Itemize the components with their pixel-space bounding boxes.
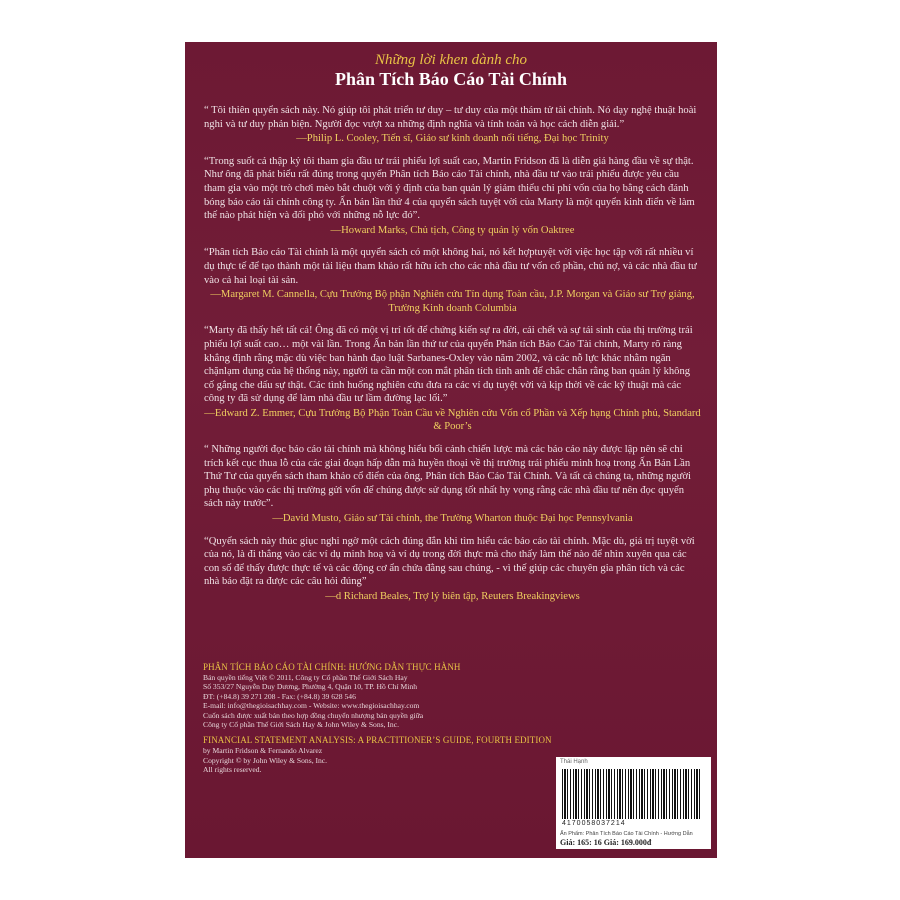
quote-block (204, 155, 701, 238)
sticker-label: Thái Hạnh (560, 759, 588, 765)
quote-attribution: —Howard Marks, Chủ tịch, Công ty quản lý vốn Oaktree (330, 224, 575, 236)
imprint-en-title: FINANCIAL STATEMENT ANALYSIS: A PRACTITIONER’S GUIDE, FOURTH EDITION (203, 735, 552, 746)
quote-text: “ Những người đọc báo cáo tài chính mà không hiểu bối cảnh chiến lược mà các báo cáo này được lập nên sẽ chỉ trích kết cục thua lỗ của các giai đoạn hấp dẫn mà huyền thoại về thị trường trái phiếu minh hoạ trong Ấn Bản Lần Thứ Tư của quyển sách tham khảo cổ điển của ông, Phân tích Báo Cáo Tài Chính. Và tất cả chúng ta, những người phụ thuộc vào các thị trường gửi vốn để chúng được sử dụng tốt nhất hy vọng rằng các nhà đầu tư nên đọc quyển sách này trước”. (204, 444, 691, 510)
praise-subtitle: Những lời khen dành cho (375, 52, 527, 68)
price-barcode-sticker (556, 757, 711, 849)
imprint-vn-title: PHÂN TÍCH BÁO CÁO TÀI CHÍNH: HƯỚNG DẪN THỰC HÀNH (203, 662, 461, 672)
imprint-line: E-mail: info@thegioisachhay.com - Website: www.thegioisachhay.com (203, 701, 420, 711)
quote-block (204, 535, 701, 604)
quote-text: “Quyển sách này thúc giục nghi ngờ một cách đúng đắn khi tìm hiểu các báo cáo tài chính. Mặc dù, giá trị tuyệt vời của nó, là đi thẳng vào các ví dụ minh hoạ và ví dụ trong đời thực mà cho thấy làm thế nào để nhìn xuyên qua các con số để thấy được thực tế và các động cơ ẩn chứa đằng sau chúng, - vì thế giúp các chuyên gia phân tích và các nhà báo đặt ra được các câu hỏi đúng” (204, 535, 695, 588)
quote-text: “Marty đã thấy hết tất cả! Ông đã có một vị trí tốt để chứng kiến sự ra đời, cái chết và sự tái sinh của thị trường trái phiếu lợi suất cao… một vài lần. Trong Ấn bản lần thứ tư của quyển Phân tích Báo Cáo Tài chính, Marty rõ ràng khẳng định rằng mặc dù việc ban hành đạo luật Sarbanes-Oxley vào năm 2002, và các nỗ lực khác nhằm ngăn chặnlạm dụng của hệ thống này, người ta cần một con mắt phân tích tinh anh để chắc chắn rằng ban quản lý không cố gắng che dấu sự thật. Các tình huống nghiên cứu đưa ra các ví dụ tuyệt vời và kịp thời về các kỹ thuật mà các công ty đã sử dụng để làm nhà đầu tư lầm đường lạc lối.” (204, 325, 693, 405)
praise-quotes (204, 104, 701, 613)
imprint-line: ĐT: (+84.8) 39 271 208 - Fax: (+84.8) 39 628 546 (203, 691, 356, 701)
imprint-line: Copyright © by John Wiley & Sons, Inc. (203, 755, 328, 765)
imprint-line: by Martin Fridson & Fernando Alvarez (203, 746, 323, 756)
imprint-line: Cuốn sách được xuất bản theo hợp đồng chuyển nhượng bản quyền giữa (203, 710, 424, 720)
quote-text: “Trong suốt cả thập kỷ tôi tham gia đầu tư trái phiếu lợi suất cao, Martin Fridson đã là diễn giả hàng đầu về sự thật. Như ông đã phát biểu rất đúng trong quyển Phân tích Báo cáo Tài chính, nhà đầu tư vào trái phiếu được yêu cầu tham gia vào một trò chơi mèo bắt chuột với ý định của ban quản lý giảm thiểu chi phí vốn của họ bằng cách đánh bóng báo cáo tài chính công ty. Ấn bản lần thứ 4 của quyển sách tuyệt vời của Marty là một quyển kinh điển về làm thế nào phát hiện và đối phó với những nỗ lực đó”. (204, 155, 695, 222)
quote-block (204, 324, 701, 434)
sticker-product-name: Ấn Phẩm: Phân Tích Báo Cáo Tài Chính - Hướng Dẫn (560, 831, 693, 837)
quote-attribution: —Philip L. Cooley, Tiến sĩ, Giáo sư kinh doanh nổi tiếng, Đại học Trinity (296, 133, 609, 145)
quote-block (204, 104, 701, 146)
quote-text: “ Tôi thiên quyển sách này. Nó giúp tôi phát triển tư duy – tư duy của một thám tử tài chính. Nó dạy nghệ thuật hoài nghi và tư duy phản biện. Người đọc vượt xa những định nghĩa và tính toán và học cách diễn giải.” (204, 105, 697, 130)
imprint-line: Công ty Cổ phần Thế Giới Sách Hay & John Wiley & Sons, Inc. (203, 720, 400, 730)
price-label: Giá: 165: 16 Giá: 169.000đ (560, 838, 652, 847)
barcode-icon (562, 769, 702, 819)
book-title: Phân Tích Báo Cáo Tài Chính (335, 69, 567, 89)
book-back-cover (185, 42, 717, 858)
imprint-line: Số 353/27 Nguyễn Duy Dương, Phường 4, Quận 10, TP. Hồ Chí Minh (203, 682, 417, 692)
quote-text: “Phân tích Báo cáo Tài chính là một quyển sách có một không hai, nó kết hợptuyệt vời việc học tập với rất nhiều ví dụ thực tế để tạo thành một tài liệu tham khảo rất hữu ích cho các nhà đầu tư vốn cổ phần, chủ nợ, và các nhà đầu tư vào cả hai loại tài sản. (204, 247, 697, 286)
barcode-number: 4170058037214 (562, 820, 626, 827)
imprint-line: All rights reserved. (203, 765, 262, 775)
quote-block (204, 246, 701, 315)
quote-block (204, 443, 701, 526)
imprint-line: Bản quyền tiếng Việt © 2011, Công ty Cổ phần Thế Giới Sách Hay (203, 673, 408, 682)
quote-attribution: —Margaret M. Cannella, Cựu Trưởng Bộ phận Nghiên cứu Tín dụng Toàn cầu, J.P. Morgan và Giáo sư Trợ giảng, Trường Kinh doanh Columbia (210, 289, 695, 314)
quote-attribution: —Edward Z. Emmer, Cựu Trưởng Bộ Phận Toàn Cầu về Nghiên cứu Vốn cổ Phần và Xếp hạng Chính phủ, Standard & Poor’s (204, 407, 701, 433)
quote-attribution: —d Richard Beales, Trợ lý biên tập, Reuters Breakingviews (325, 591, 580, 602)
publisher-imprint (203, 662, 553, 775)
quote-attribution: —David Musto, Giáo sư Tài chính, the Trường Wharton thuộc Đại học Pennsylvania (272, 513, 633, 525)
